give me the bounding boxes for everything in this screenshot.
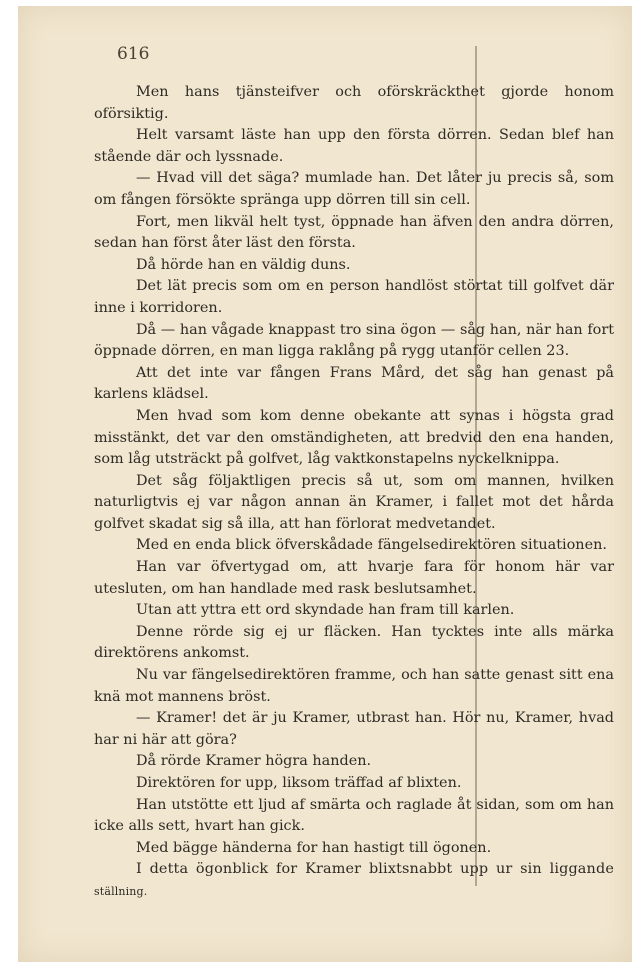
paragraph: Men hans tjänsteifver och oförskräckthet gjorde honom oförsiktig. bbox=[94, 84, 614, 122]
paragraph: Då rörde Kramer högra handen. bbox=[136, 753, 372, 770]
paragraph-final-text: I detta ögonblick for Kramer blixtsnabbt upp ur sin liggande bbox=[136, 861, 614, 878]
paragraph: Han var öfvertygad om, att hvarje fara för honom här var utesluten, om han handlade med rask beslutsamhet. bbox=[94, 559, 614, 597]
paragraph: Denne rörde sig ej ur fläcken. Han tycktes inte alls märka direktörens ankomst. bbox=[94, 623, 614, 662]
paragraph: Att det inte var fången Frans Mård, det såg han genast på karlens klädsel. bbox=[94, 364, 614, 403]
paragraph: Direktören for upp, liksom träffad af blixten. bbox=[136, 775, 462, 791]
paragraph: — Kramer! det är ju Kramer, utbrast han. Hör nu, Kramer, hvad har ni här att göra? bbox=[94, 710, 614, 748]
paragraph-final bbox=[94, 859, 614, 902]
paragraph: Då — han vågade knappast tro sina ögon — såg han, när han fort öppnade dörren, en man ligga raklång på rygg utanför cellen 23. bbox=[94, 321, 614, 360]
paragraph: Med en enda blick öfverskådade fängelsedirektören situationen. bbox=[136, 537, 607, 554]
paragraph: Men hvad som kom denne obekante att synas i högsta grad misstänkt, det var den omständigheten, att bredvid den ena handen, som låg utsträckt på golfvet, låg vaktkonstapelns nyckelknippa. bbox=[94, 407, 614, 468]
paragraph: — Hvad vill det säga? mumlade han. Det låter ju precis så, som om fången försökte spränga upp dörren till sin cell. bbox=[94, 170, 614, 208]
paragraph: Han utstötte ett ljud af smärta och raglade åt sidan, som om han icke alls sett, hvart han gick. bbox=[94, 796, 614, 835]
paragraph-final-tail: ställning. bbox=[94, 884, 148, 898]
paragraph: Utan att yttra ett ord skyndade han fram till karlen. bbox=[136, 602, 515, 619]
book-page bbox=[18, 6, 632, 962]
paragraph: Det lät precis som om en person handlöst störtat till golfvet där inne i korridoren. bbox=[94, 278, 614, 316]
body-text bbox=[94, 82, 614, 903]
paragraph: Helt varsamt läste han upp den första dörren. Sedan blef han stående där och lyssnade. bbox=[94, 127, 614, 165]
paragraph: Med bägge händerna for han hastigt till ögonen. bbox=[136, 839, 492, 856]
paragraph: Då hörde han en väldig duns. bbox=[136, 256, 351, 273]
paragraph: Det såg följaktligen precis så ut, som om mannen, hvilken naturligtvis ej var någon annan än Kramer, i fallet mot det hårda golfvet skadat sig så illa, att han förlorat medvetandet. bbox=[94, 472, 614, 532]
paragraph: Nu var fängelsedirektören framme, och han satte genast sitt ena knä mot mannens bröst. bbox=[94, 667, 614, 705]
page-number: 616 bbox=[117, 44, 150, 64]
paragraph: Fort, men likväl helt tyst, öppnade han äfven den andra dörren, sedan han först åter läst den första. bbox=[94, 213, 614, 252]
